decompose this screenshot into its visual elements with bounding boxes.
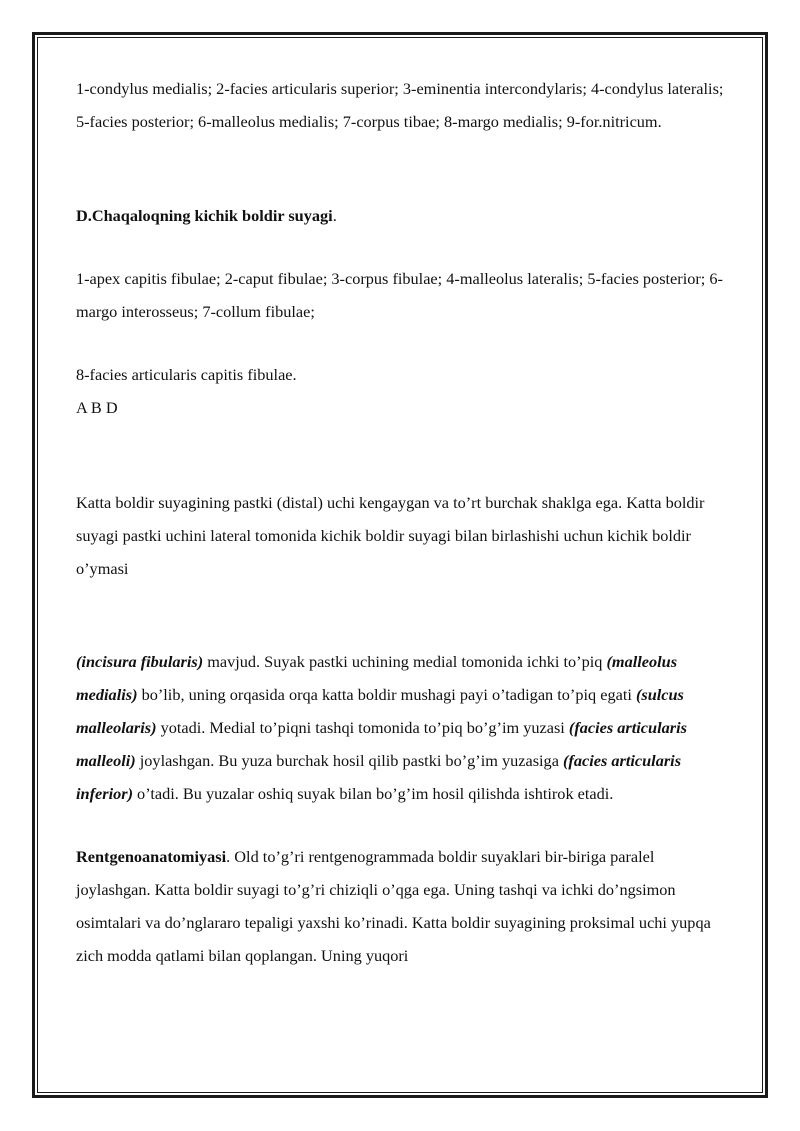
term-sulcus-malleolaris: (sulcus malleolaris) (76, 685, 684, 737)
term-malleolus-medialis: (malleolus medialis) (76, 652, 678, 704)
fibula-legend-paragraph: 1-apex capitis fibulae; 2-caput fibulae; 3-corpus fibulae; 4-malleolus lateralis; 5-facies posterior; 6-margo interosseus; 7-collum fibulae; (76, 269, 723, 321)
term-incisura-fibularis: (incisura fibularis) (76, 652, 204, 671)
fibula-heading (76, 199, 726, 232)
text-segment: yotadi. Medial to’piqni tashqi tomonida to’piq bo’g’im yuzasi (156, 718, 569, 737)
fibula-heading-text: D.Chaqaloqning kichik boldir suyagi (76, 206, 333, 225)
rentgen-paragraph (76, 840, 726, 972)
term-facies-articularis-malleoli: (facies articularis malleoli) (76, 718, 687, 770)
figure-letters: A B D (76, 398, 118, 417)
tibia-distal-details-paragraph (76, 645, 726, 810)
text-segment: joylashgan. Bu yuza burchak hosil qilib pastki bo’g’im yuzasiga (135, 751, 563, 770)
text-segment: bo’lib, uning orqasida orqa katta boldir mushagi payi o’tadigan to’piq egati (137, 685, 636, 704)
fibula-legend-item-8: 8-facies articularis capitis fibulae. (76, 365, 297, 384)
term-facies-articularis-inferior: (facies articularis inferior) (76, 751, 682, 803)
tibia-distal-paragraph: Katta boldir suyagining pastki (distal) uchi kengaygan va to’rt burchak shaklga ega. Katta boldir suyagi pastki uchini lateral tomonida kichik boldir suyagi bilan birlashishi uchun kichik boldir o’ymasi (76, 493, 705, 578)
text-segment: o’tadi. Bu yuzalar oshiq suyak bilan bo’g’im hosil qilishda ishtirok etadi. (132, 784, 614, 803)
fibula-heading-period: . (332, 206, 337, 225)
document-body (76, 72, 726, 972)
text-segment: mavjud. Suyak pastki uchining medial tomonida ichki to’piq (203, 652, 607, 671)
rentgen-heading: Rentgenoanatomiyasi (76, 847, 227, 866)
tibia-legend-paragraph: 1-condylus medialis; 2-facies articularis superior; 3-eminentia intercondylaris; 4-condylus lateralis; 5-facies posterior; 6-malleolus medialis; 7-corpus tibae; 8-margo medialis; 9-for.nitricum. (76, 79, 724, 131)
rentgen-text: . Old to’g’ri rentgenogrammada boldir suyaklari bir-biriga paralel joylashgan. Katta boldir suyagi to’g’ri chiziqli o’qga ega. Uning tashqi va ichki do’ngsimon osimtalari va do’nglararo tepaligi yaxshi ko’rinadi. Katta boldir suyagining proksimal uchi yupqa zich modda qatlami bilan qoplangan. Uning yuqori (76, 847, 711, 965)
